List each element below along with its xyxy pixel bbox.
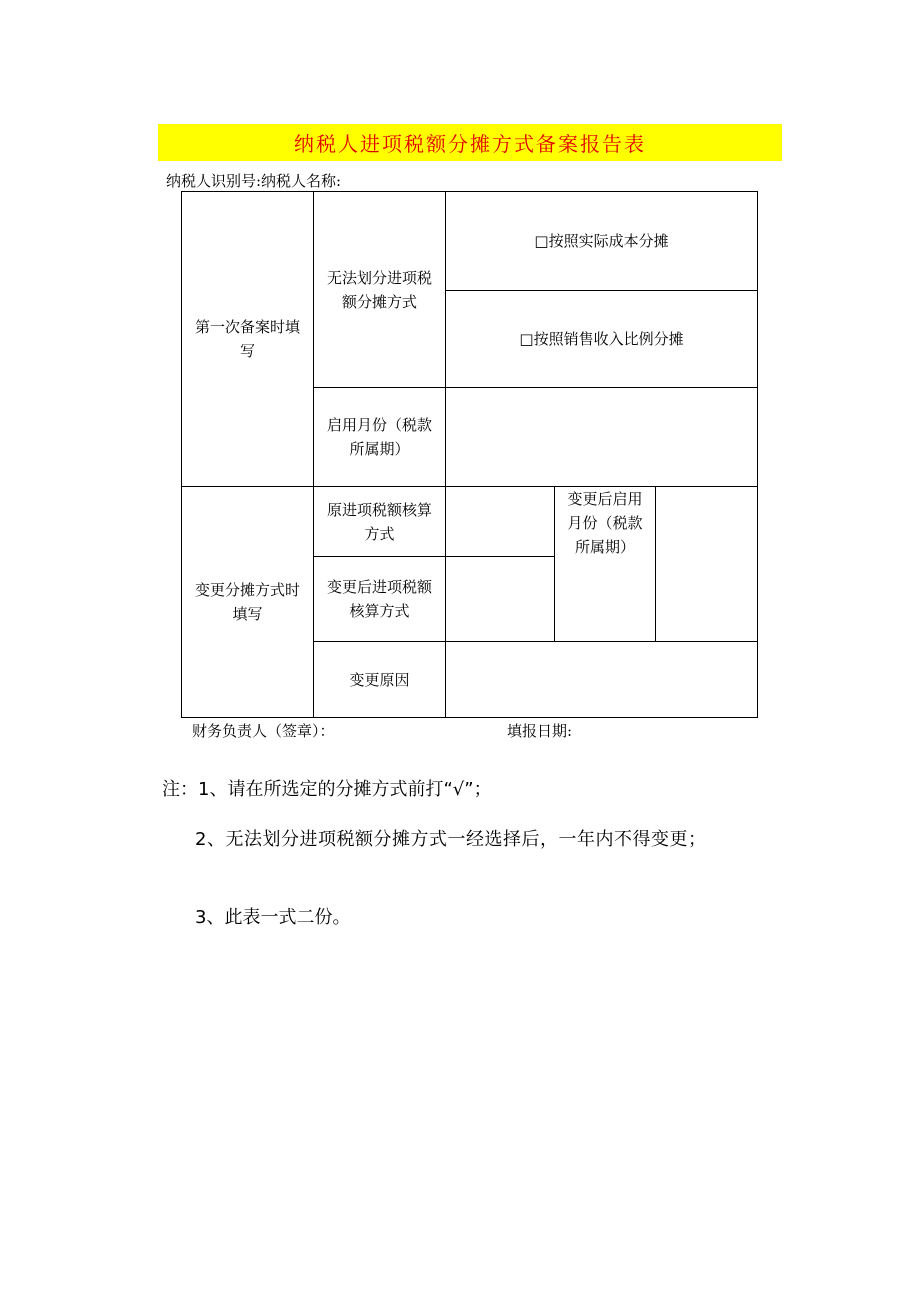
note-2: 2、无法划分进项税额分摊方式一经选择后，一年内不得变更； xyxy=(195,829,707,850)
table-border-bottom xyxy=(181,717,758,718)
note-1: 注：1、请在所选定的分摊方式前打“√”； xyxy=(162,779,492,800)
fill-date: 填报日期: xyxy=(507,722,573,740)
orig-method-label: 原进项税额核算方式 xyxy=(326,500,432,543)
change-reason-label: 变更原因 xyxy=(349,670,410,689)
title-banner xyxy=(158,124,782,161)
taxpayer-id-name-line: 纳税人识别号:纳税人名称: xyxy=(166,172,342,190)
new-start-month-label: 变更后启用月份（税款所属期） xyxy=(567,490,643,556)
form-title: 纳税人进项税额分摊方式备案报告表 xyxy=(294,132,646,156)
change-reason-field[interactable] xyxy=(446,642,757,717)
new-method-field[interactable] xyxy=(446,557,554,641)
first-filing-label: 第一次备案时填写 xyxy=(194,318,300,360)
method-label: 无法划分进项税额分摊方式 xyxy=(326,268,432,311)
start-month-label: 启用月份（税款所属期） xyxy=(326,416,432,458)
finance-head-signature: 财务负责人（签章）： xyxy=(192,722,335,740)
note-3: 3、此表一式二份。 xyxy=(195,907,351,928)
new-start-month-field[interactable] xyxy=(656,487,757,641)
option-actual-cost[interactable]: □按照实际成本分摊 xyxy=(534,232,669,250)
start-month-field[interactable] xyxy=(446,388,757,486)
new-method-label: 变更后进项税额核算方式 xyxy=(326,578,432,620)
change-filing-label: 变更分摊方式时填写 xyxy=(194,581,300,623)
orig-method-field[interactable] xyxy=(446,487,554,556)
table-border-right xyxy=(757,191,758,718)
option-sales-ratio[interactable]: □按照销售收入比例分摊 xyxy=(519,330,684,348)
